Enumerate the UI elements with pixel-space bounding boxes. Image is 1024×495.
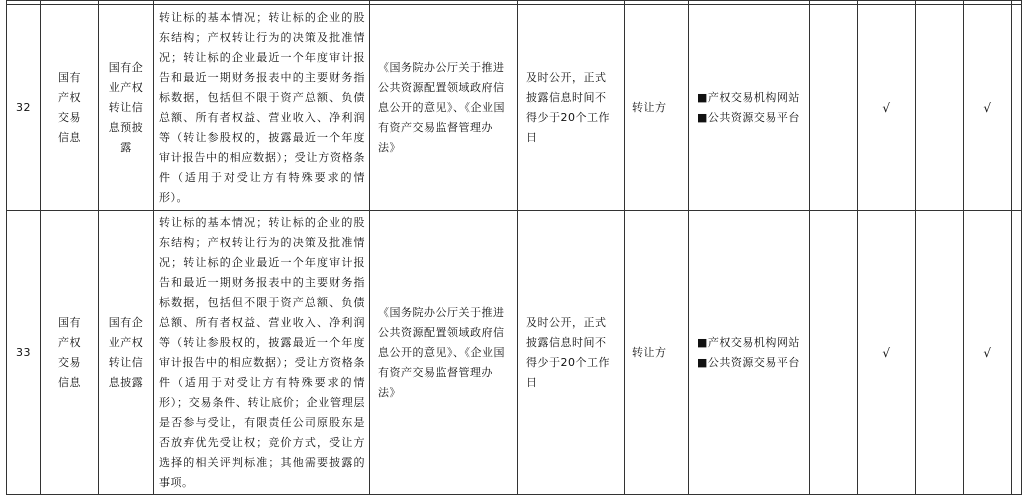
- check-cell: √: [858, 211, 916, 495]
- channel-item: ■产权交易机构网站: [697, 90, 800, 104]
- check-cell: [810, 5, 858, 211]
- time-limit-cell: 及时公开，正式披露信息时间不得少于20个工作日: [518, 5, 625, 211]
- check-cell: √: [858, 5, 916, 211]
- check-cell: [1012, 211, 1022, 495]
- check-cell: √: [964, 5, 1012, 211]
- channel-cell: [689, 5, 810, 211]
- check-cell: [810, 211, 858, 495]
- channel-item: ■产权交易机构网站: [697, 335, 800, 349]
- item-cell: 国有企业产权转让信息预披露: [99, 5, 154, 211]
- table-row: [7, 5, 1022, 211]
- table-row: [7, 211, 1022, 495]
- subject-cell: 转让方: [625, 211, 689, 495]
- check-cell: √: [964, 211, 1012, 495]
- check-cell: [1012, 5, 1022, 211]
- check-cell: [916, 5, 964, 211]
- subject-cell: 转让方: [625, 5, 689, 211]
- check-cell: [916, 211, 964, 495]
- channel-cell: [689, 211, 810, 495]
- channel-item: ■公共资源交易平台: [697, 110, 800, 124]
- channel-item: ■公共资源交易平台: [697, 355, 800, 369]
- basis-cell: 《国务院办公厅关于推进公共资源配置领域政府信息公开的意见》、《企业国有资产交易监督管理办法》: [370, 5, 518, 211]
- content-cell: 转让标的基本情况；转让标的企业的股东结构；产权转让行为的决策及批准情况；转让标的企业最近一个年度审计报告和最近一期财务报表中的主要财务指标数据，包括但不限于资产总额、负债总额、所有者权益、营业收入、净利润等（转让参股权的，披露最近一个年度审计报告中的相应数据）；受让方资格条件（适用于对受让方有特殊要求的情形）；交易条件、转让底价；企业管理层是否参与受让，有限责任公司原股东是否放弃优先受让权；竞价方式，受让方选择的相关评判标准；其他需要披露的事项。: [154, 211, 370, 495]
- category-cell: 国有产权交易信息: [41, 211, 99, 495]
- basis-cell: 《国务院办公厅关于推进公共资源配置领域政府信息公开的意见》、《企业国有资产交易监督管理办法》: [370, 211, 518, 495]
- category-cell: 国有产权交易信息: [41, 5, 99, 211]
- content-cell: 转让标的基本情况；转让标的企业的股东结构；产权转让行为的决策及批准情况；转让标的企业最近一个年度审计报告和最近一期财务报表中的主要财务指标数据，包括但不限于资产总额、负债总额、所有者权益、营业收入、净利润等（转让参股权的，披露最近一个年度审计报告中的相应数据）；受让方资格条件（适用于对受让方有特殊要求的情形）。: [154, 5, 370, 211]
- row-number: 32: [7, 5, 41, 211]
- disclosure-table: [6, 0, 1022, 495]
- time-limit-cell: 及时公开，正式披露信息时间不得少于20个工作日: [518, 211, 625, 495]
- row-number: 33: [7, 211, 41, 495]
- item-cell: 国有企业产权转让信息披露: [99, 211, 154, 495]
